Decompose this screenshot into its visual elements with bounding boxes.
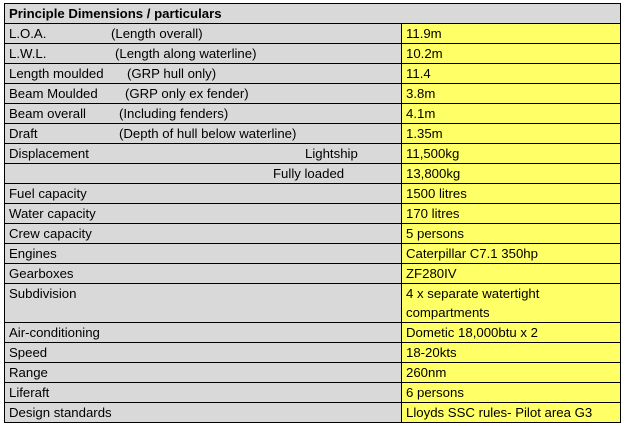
table-row bbox=[5, 124, 621, 144]
row-note: (Including fenders) bbox=[119, 106, 229, 121]
row-value: Lloyds SSC rules- Pilot area G3 bbox=[402, 403, 621, 423]
row-value: 11.9m bbox=[402, 24, 621, 44]
row-label: Displacement bbox=[9, 146, 89, 161]
row-label: Gearboxes bbox=[5, 264, 402, 284]
table-row bbox=[5, 24, 621, 44]
row-label-cell bbox=[5, 124, 402, 144]
table-row bbox=[5, 104, 621, 124]
row-note: (Depth of hull below waterline) bbox=[119, 126, 297, 141]
row-label-cell bbox=[5, 144, 402, 164]
row-label: Engines bbox=[5, 244, 402, 264]
table-row bbox=[5, 383, 621, 403]
row-value: 5 persons bbox=[402, 224, 621, 244]
table-row bbox=[5, 164, 621, 184]
table-row bbox=[5, 403, 621, 423]
row-value: 18-20kts bbox=[402, 343, 621, 363]
row-note: (GRP hull only) bbox=[127, 66, 217, 81]
row-value: Dometic 18,000btu x 2 bbox=[402, 323, 621, 343]
row-note: Lightship bbox=[305, 146, 358, 161]
row-label: Air-conditioning bbox=[5, 323, 402, 343]
dimensions-table bbox=[4, 3, 621, 423]
row-label: L.O.A. bbox=[9, 26, 47, 41]
row-label-cell bbox=[5, 64, 402, 84]
table-row bbox=[5, 224, 621, 244]
row-value: 4 x separate watertight compartments bbox=[406, 286, 540, 320]
row-label-cell bbox=[5, 104, 402, 124]
row-value: 3.8m bbox=[402, 84, 621, 104]
row-note: (GRP only ex fender) bbox=[125, 86, 249, 101]
row-value: 170 litres bbox=[402, 204, 621, 224]
table-row bbox=[5, 244, 621, 264]
table-row bbox=[5, 184, 621, 204]
row-value: Caterpillar C7.1 350hp bbox=[402, 244, 621, 264]
row-label-cell bbox=[5, 164, 402, 184]
row-value: 4.1m bbox=[402, 104, 621, 124]
table-row bbox=[5, 264, 621, 284]
row-value: 1.35m bbox=[402, 124, 621, 144]
table-row bbox=[5, 363, 621, 383]
row-note: Fully loaded bbox=[273, 166, 345, 181]
table-row bbox=[5, 284, 621, 323]
table-row bbox=[5, 64, 621, 84]
table-row bbox=[5, 144, 621, 164]
table-row bbox=[5, 343, 621, 363]
row-label-cell bbox=[5, 84, 402, 104]
row-label-cell bbox=[5, 44, 402, 64]
table-row bbox=[5, 84, 621, 104]
row-value: 13,800kg bbox=[402, 164, 621, 184]
row-value-cell bbox=[402, 284, 621, 323]
row-label: Beam Moulded bbox=[9, 86, 98, 101]
table-header-row bbox=[5, 4, 621, 24]
row-value: 6 persons bbox=[402, 383, 621, 403]
row-note: (Length overall) bbox=[111, 26, 203, 41]
row-value: 11.4 bbox=[402, 64, 621, 84]
table-row bbox=[5, 204, 621, 224]
row-label: Design standards bbox=[5, 403, 402, 423]
row-label-cell bbox=[5, 24, 402, 44]
row-label: Draft bbox=[9, 126, 38, 141]
row-label: L.W.L. bbox=[9, 46, 47, 61]
table-row bbox=[5, 44, 621, 64]
row-value: ZF280IV bbox=[402, 264, 621, 284]
row-label: Range bbox=[5, 363, 402, 383]
row-value: 11,500kg bbox=[402, 144, 621, 164]
row-note: (Length along waterline) bbox=[115, 46, 257, 61]
row-label: Water capacity bbox=[5, 204, 402, 224]
row-label: Speed bbox=[5, 343, 402, 363]
row-label: Subdivision bbox=[5, 284, 402, 323]
row-label: Beam overall bbox=[9, 106, 86, 121]
row-value: 10.2m bbox=[402, 44, 621, 64]
table-title: Principle Dimensions / particulars bbox=[5, 4, 621, 24]
row-label: Crew capacity bbox=[5, 224, 402, 244]
row-label: Liferaft bbox=[5, 383, 402, 403]
row-label: Fuel capacity bbox=[5, 184, 402, 204]
table-row bbox=[5, 323, 621, 343]
row-value: 260nm bbox=[402, 363, 621, 383]
row-value: 1500 litres bbox=[402, 184, 621, 204]
row-label: Length moulded bbox=[9, 66, 104, 81]
